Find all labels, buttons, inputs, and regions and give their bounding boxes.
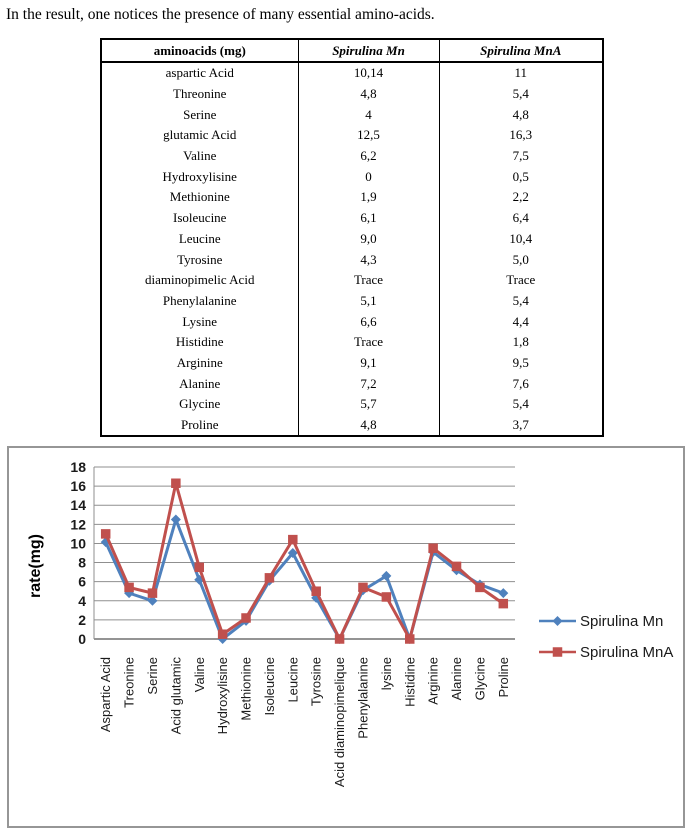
data-point-marker bbox=[171, 478, 181, 488]
value-cell: Trace bbox=[439, 270, 603, 291]
amino-acid-name: Glycine bbox=[101, 394, 298, 415]
legend-label: Spirulina Mn bbox=[580, 613, 664, 630]
y-tick-label: 6 bbox=[78, 573, 86, 590]
table-body bbox=[101, 62, 603, 436]
amino-acid-name: Alanine bbox=[101, 373, 298, 394]
series-spirulina-mn bbox=[101, 515, 509, 644]
value-cell: 5,1 bbox=[298, 291, 439, 312]
data-point-marker bbox=[265, 573, 275, 583]
table-row bbox=[101, 415, 603, 437]
amino-acid-name: aspartic Acid bbox=[101, 62, 298, 84]
table-row bbox=[101, 270, 603, 291]
value-cell: 1,9 bbox=[298, 187, 439, 208]
table-row bbox=[101, 146, 603, 167]
table-row bbox=[101, 332, 603, 353]
amino-acids-chart bbox=[7, 446, 685, 828]
data-point-marker bbox=[428, 543, 438, 553]
y-tick-label: 4 bbox=[78, 592, 86, 609]
x-tick-label: Aspartic Acid bbox=[98, 657, 114, 733]
value-cell: 5,0 bbox=[439, 249, 603, 270]
data-point-marker bbox=[553, 647, 563, 657]
value-cell: 4,8 bbox=[298, 84, 439, 105]
value-cell: 5,4 bbox=[439, 394, 603, 415]
x-tick-label: Methionine bbox=[238, 657, 254, 721]
amino-acid-name: Serine bbox=[101, 104, 298, 125]
amino-acid-name: Methionine bbox=[101, 187, 298, 208]
x-tick-label: Isoleucine bbox=[261, 657, 277, 716]
data-point-marker bbox=[499, 599, 509, 609]
value-cell: 6,4 bbox=[439, 208, 603, 229]
data-point-marker bbox=[148, 588, 158, 598]
value-cell: 4 bbox=[298, 104, 439, 125]
x-tick-label: Treonine bbox=[121, 657, 137, 708]
legend-label: Spirulina MnA bbox=[580, 644, 674, 661]
value-cell: 6,1 bbox=[298, 208, 439, 229]
value-cell: 0 bbox=[298, 166, 439, 187]
value-cell: 4,4 bbox=[439, 311, 603, 332]
amino-acid-name: Tyrosine bbox=[101, 249, 298, 270]
table-row bbox=[101, 166, 603, 187]
value-cell: 0,5 bbox=[439, 166, 603, 187]
value-cell: 4,3 bbox=[298, 249, 439, 270]
value-cell: 5,4 bbox=[439, 291, 603, 312]
table-row bbox=[101, 62, 603, 84]
table-row bbox=[101, 125, 603, 146]
data-point-marker bbox=[218, 629, 228, 639]
legend-item bbox=[539, 613, 663, 630]
value-cell: 1,8 bbox=[439, 332, 603, 353]
line-chart-svg bbox=[9, 448, 683, 826]
value-cell: 9,0 bbox=[298, 229, 439, 250]
x-tick-label: Arginine bbox=[425, 657, 441, 705]
data-point-marker bbox=[241, 613, 251, 623]
x-tick-label: Alanine bbox=[449, 657, 465, 701]
x-tick-label: Phenylalanine bbox=[355, 657, 371, 739]
value-cell: Trace bbox=[298, 332, 439, 353]
legend bbox=[539, 613, 673, 661]
data-point-marker bbox=[101, 529, 111, 539]
x-tick-label: Proline bbox=[495, 657, 511, 698]
amino-acid-name: glutamic Acid bbox=[101, 125, 298, 146]
x-tick-label: Leucine bbox=[285, 657, 301, 703]
y-tick-label: 0 bbox=[78, 631, 86, 647]
y-tick-label: 16 bbox=[70, 478, 86, 495]
table-row bbox=[101, 353, 603, 374]
data-point-marker bbox=[358, 583, 368, 593]
table-row bbox=[101, 311, 603, 332]
amino-acid-name: Histidine bbox=[101, 332, 298, 353]
table-row bbox=[101, 104, 603, 125]
data-point-marker bbox=[475, 583, 485, 593]
data-point-marker bbox=[195, 563, 205, 573]
value-cell: 9,5 bbox=[439, 353, 603, 374]
x-tick-label: Acid glutamic bbox=[168, 657, 184, 735]
amino-acid-name: diaminopimelic Acid bbox=[101, 270, 298, 291]
data-point-marker bbox=[498, 588, 508, 598]
amino-acid-name: Isoleucine bbox=[101, 208, 298, 229]
data-point-marker bbox=[171, 515, 181, 525]
table-row bbox=[101, 229, 603, 250]
value-cell: 6,6 bbox=[298, 311, 439, 332]
value-cell: 7,6 bbox=[439, 373, 603, 394]
value-cell: 3,7 bbox=[439, 415, 603, 437]
value-cell: 10,4 bbox=[439, 229, 603, 250]
table-row bbox=[101, 187, 603, 208]
amino-acid-name: Proline bbox=[101, 415, 298, 437]
value-cell: 12,5 bbox=[298, 125, 439, 146]
amino-acid-name: Valine bbox=[101, 146, 298, 167]
value-cell: 7,5 bbox=[439, 146, 603, 167]
y-tick-label: 10 bbox=[70, 535, 86, 552]
y-tick-label: 2 bbox=[78, 611, 86, 628]
table-row bbox=[101, 84, 603, 105]
value-cell: 10,14 bbox=[298, 62, 439, 84]
x-tick-label: lysine bbox=[378, 657, 394, 691]
column-header: Spirulina Mn bbox=[298, 39, 439, 62]
table-header bbox=[101, 39, 603, 62]
intro-text: In the result, one notices the presence of many essential amino-acids. bbox=[6, 6, 435, 23]
y-tick-label: 8 bbox=[78, 554, 86, 571]
value-cell: 4,8 bbox=[298, 415, 439, 437]
y-tick-label: 12 bbox=[70, 516, 86, 533]
data-point-marker bbox=[553, 616, 563, 626]
x-tick-label: Histidine bbox=[402, 657, 418, 707]
value-cell: 11 bbox=[439, 62, 603, 84]
value-cell: 5,4 bbox=[439, 84, 603, 105]
data-point-marker bbox=[311, 586, 321, 596]
table-row bbox=[101, 208, 603, 229]
y-tick-label: 14 bbox=[70, 497, 86, 514]
table-row bbox=[101, 373, 603, 394]
x-tick-label: Tyrosine bbox=[308, 657, 324, 707]
table-row bbox=[101, 291, 603, 312]
data-point-marker bbox=[288, 535, 298, 545]
column-header: aminoacids (mg) bbox=[101, 39, 298, 62]
table-row bbox=[101, 394, 603, 415]
amino-acids-table bbox=[100, 38, 604, 437]
value-cell: 5,7 bbox=[298, 394, 439, 415]
column-header: Spirulina MnA bbox=[439, 39, 603, 62]
table-row bbox=[101, 249, 603, 270]
value-cell: 9,1 bbox=[298, 353, 439, 374]
value-cell: 7,2 bbox=[298, 373, 439, 394]
data-point-marker bbox=[382, 592, 392, 602]
amino-acid-name: Threonine bbox=[101, 84, 298, 105]
value-cell: 16,3 bbox=[439, 125, 603, 146]
x-tick-label: Acid diaminopimelique bbox=[332, 657, 348, 788]
y-tick-label: 18 bbox=[70, 459, 86, 475]
legend-item bbox=[539, 644, 673, 661]
data-point-marker bbox=[452, 562, 462, 572]
amino-acid-name: Lysine bbox=[101, 311, 298, 332]
value-cell: 2,2 bbox=[439, 187, 603, 208]
data-point-marker bbox=[335, 634, 345, 644]
data-point-marker bbox=[405, 634, 415, 644]
amino-acid-name: Arginine bbox=[101, 353, 298, 374]
value-cell: 4,8 bbox=[439, 104, 603, 125]
data-point-marker bbox=[124, 583, 134, 593]
amino-acid-name: Phenylalanine bbox=[101, 291, 298, 312]
amino-acid-name: Hydroxylisine bbox=[101, 166, 298, 187]
x-tick-label: Hydroxylisine bbox=[215, 657, 231, 735]
value-cell: 6,2 bbox=[298, 146, 439, 167]
y-axis-title: rate(mg) bbox=[27, 533, 44, 599]
value-cell: Trace bbox=[298, 270, 439, 291]
table-header-row bbox=[101, 39, 603, 62]
x-tick-label: Valine bbox=[191, 657, 207, 693]
amino-acid-name: Leucine bbox=[101, 229, 298, 250]
x-tick-label: Glycine bbox=[472, 657, 488, 701]
x-tick-label: Serine bbox=[144, 657, 160, 695]
